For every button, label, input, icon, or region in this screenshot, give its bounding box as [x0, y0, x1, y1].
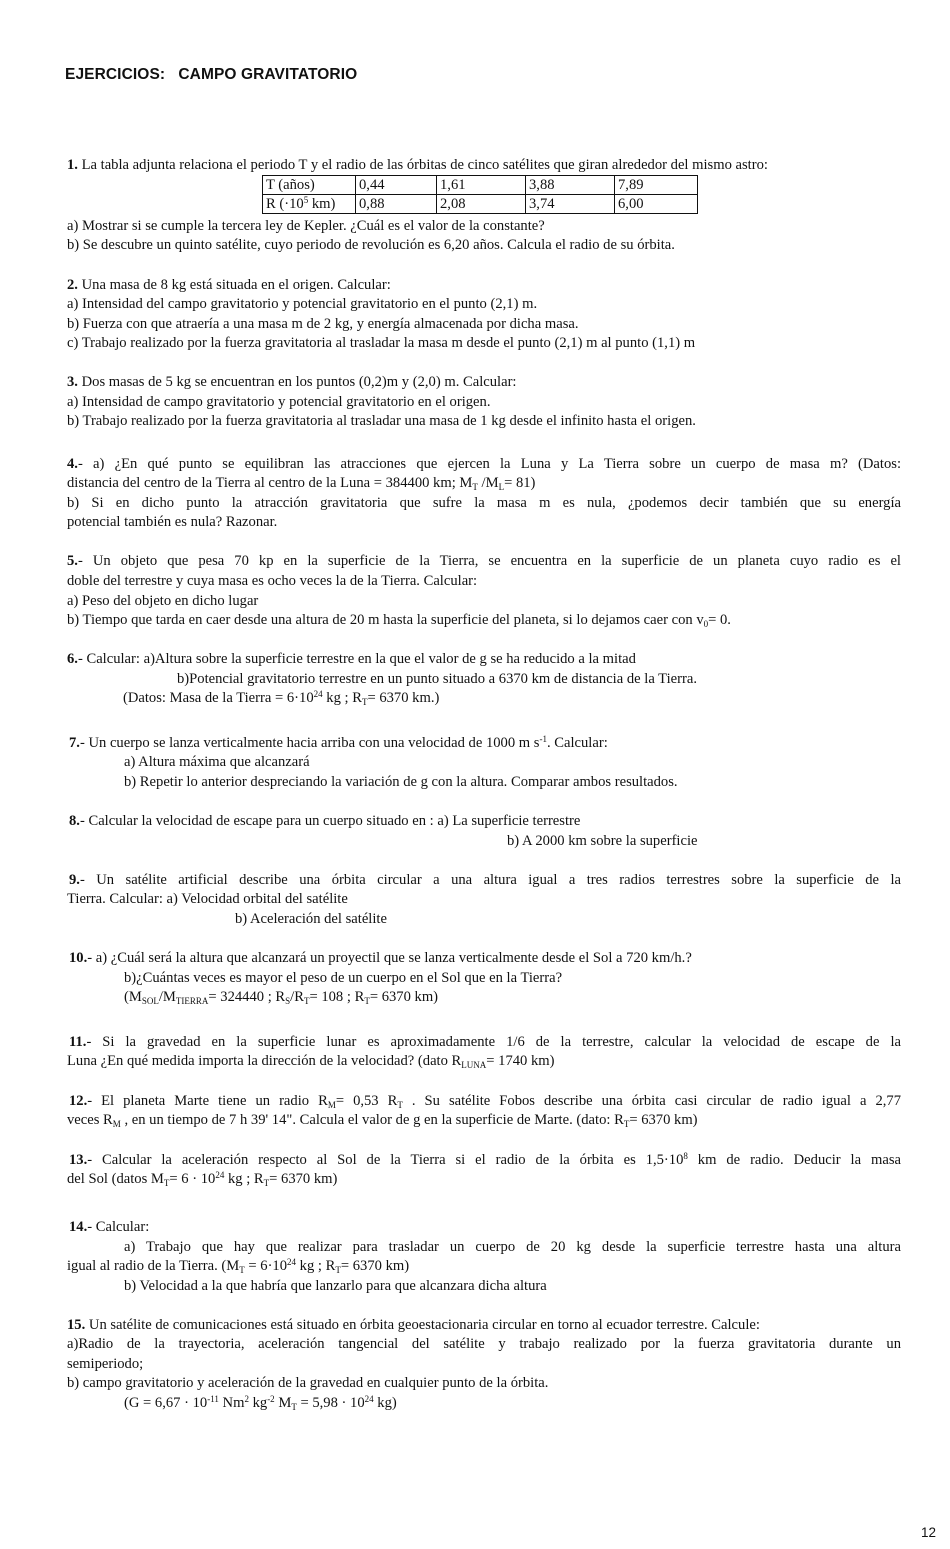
table-cell: 1,61 [437, 176, 526, 195]
exercise-15-part-b: b) campo gravitatorio y aceleración de la gravedad en cualquier punto de la órbita. [67, 1375, 549, 1391]
exercise-15-statement: 15. Un satélite de comunicaciones está situado en órbita geoestacionaria circular en torno al ecuador terrestre. Calcule: [67, 1317, 760, 1333]
table-cell: 3,74 [526, 195, 615, 214]
kepler-data-table [262, 175, 698, 214]
exercise-9-part-b: b) Aceleración del satélite [235, 911, 387, 927]
table-cell: 2,08 [437, 195, 526, 214]
exercise-5-part-a: a) Peso del objeto en dicho lugar [67, 593, 259, 609]
exercise-8-part-b: b) A 2000 km sobre la superficie [507, 833, 698, 849]
exercise-1-part-a: a) Mostrar si se cumple la tercera ley de Kepler. ¿Cuál es el valor de la constante? [67, 218, 545, 234]
exercise-14-part-b: b) Velocidad a la que habría que lanzarlo para que alcanzara dicha altura [124, 1278, 547, 1294]
exercise-4-part-b-cont: potencial también es nula? Razonar. [67, 514, 278, 530]
table-row [263, 195, 698, 214]
exercise-12-statement: 12.- El planeta Marte tiene un radio $R_M= 0,53$ $R_T$ . Su satélite Fobos describe una órbita casi circular de radio igual a 2,77 [69, 1093, 902, 1110]
table-row [263, 176, 698, 195]
exercise-15-data: ($G = 6,67 \cdot 10^{-11}$ Nm$^2$ $kg^{-2}$ $M_T = 5,98 \cdot 10^{24}$ kg) [124, 1394, 397, 1412]
exercise-14-part-a: a) Trabajo que hay que realizar para trasladar un cuerpo de 20 kg desde la superficie terrestre hasta una altura [124, 1239, 901, 1255]
exercise-4-part-b: b) Si en dicho punto la atracción gravitatoria que sufre la masa m es nula, ¿podemos decir también que su energía [67, 495, 901, 511]
exercise-1-statement: 1. La tabla adjunta relaciona el periodo T y el radio de las órbitas de cinco satélites que giran alrededor del mismo astro: [67, 157, 768, 173]
exercise-8-part-a: 8.- Calcular la velocidad de escape para un cuerpo situado en : a) La superficie terrestre [69, 813, 581, 829]
table-cell: 0,44 [356, 176, 437, 195]
table-cell: 7,89 [615, 176, 698, 195]
exercise-1-part-b: b) Se descubre un quinto satélite, cuyo periodo de revolución es 6,20 años. Calcula el radio de su órbita. [67, 237, 675, 253]
exercise-14-statement: 14.- Calcular: [69, 1219, 150, 1235]
exercise-6-part-a: 6.- Calcular: a)Altura sobre la superficie terrestre en la que el valor de g se ha reducido a la mitad [67, 651, 636, 667]
exercise-4-statement: 4.- a) ¿En qué punto se equilibran las atracciones que ejercen la Luna y La Tierra sobre un cuerpo de masa m? (Datos: [67, 456, 901, 472]
exercise-7-part-a: a) Altura máxima que alcanzará [124, 754, 310, 770]
exercise-5-statement: 5.- Un objeto que pesa 70 kp en la superficie de la Tierra, se encuentra en la superficie de un planeta cuyo radio es el [67, 553, 901, 569]
exercise-12-statement-cont: veces $R_M$ , en un tiempo de 7 h 39' 14". Calcula el valor de g en la superficie de Marte. (dato: $R_T= 6370$ km) [67, 1112, 698, 1129]
exercise-6-part-b: b)Potencial gravitatorio terrestre en un punto situado a 6370 km de distancia de la Tierra. [177, 671, 697, 687]
exercise-10-part-a: 10.- a) ¿Cuál será la altura que alcanzará un proyectil que se lanza verticalmente desde el Sol a 720 km/h.? [69, 950, 692, 966]
exercise-14-part-a-cont: igual al radio de la Tierra. ($M_T = 6\cdot 10^{24}$ kg ; $R_T= 6370$ km) [67, 1257, 410, 1275]
exercise-13-statement: 13.- Calcular la aceleración respecto al Sol de la Tierra si el radio de la órbita es $1,5\cdot 10^8$ km de radio. Deducir la masa [69, 1151, 901, 1168]
page-title: EJERCICIOS: CAMPO GRAVITATORIO [65, 66, 358, 83]
exercise-3-statement: 3. Dos masas de 5 kg se encuentran en los puntos (0,2)m y (2,0) m. Calcular: [67, 374, 517, 390]
exercise-5-part-b: b) Tiempo que tarda en caer desde una altura de 20 m hasta la superficie del planeta, si lo dejamos caer con $v_0= 0$. [67, 612, 731, 629]
exercise-10-data: ($M_{SOL}/M_{TIERRA}= 324440$ ; $R_S/R_T= 108$ ; $R_T= 6370$ km) [124, 989, 439, 1006]
exercise-9-part-a: Tierra. Calcular: a) Velocidad orbital del satélite [67, 891, 348, 907]
exercise-7-statement: 7.- Un cuerpo se lanza verticalmente hacia arriba con una velocidad de 1000 m $s^{-1}$. Calcular: [69, 734, 608, 751]
exercise-2-part-b: b) Fuerza con que atraería a una masa m de 2 kg, y energía almacenada por dicha masa. [67, 316, 579, 332]
exercise-7-part-b: b) Repetir lo anterior despreciando la variación de g con la altura. Comparar ambos resultados. [124, 774, 678, 790]
exercise-3-part-b: b) Trabajo realizado por la fuerza gravitatoria al trasladar una masa de 1 kg desde el infinito hasta el origen. [67, 413, 696, 429]
exercise-9-statement: 9.- Un satélite artificial describe una órbita circular a una altura igual a tres radios terrestres sobre la superficie de la [69, 872, 901, 888]
exercise-2-part-c: c) Trabajo realizado por la fuerza gravitatoria al trasladar la masa m desde el punto (2,1) m al punto (1,1) m [67, 335, 696, 351]
table-cell: 6,00 [615, 195, 698, 214]
page-number: 12 [921, 1525, 937, 1540]
exercise-11-statement: 11.- Si la gravedad en la superficie lunar es aproximadamente 1/6 de la terrestre, calcular la velocidad de escape de la [69, 1034, 901, 1050]
exercise-10-part-b: b)¿Cuántas veces es mayor el peso de un cuerpo en el Sol que en la Tierra? [124, 970, 563, 986]
exercise-15-part-a-cont: semiperiodo; [67, 1356, 144, 1372]
exercise-11-statement-cont: Luna ¿En qué medida importa la dirección de la velocidad? (dato $R_{LUNA}= 1740$ km) [67, 1053, 555, 1070]
exercise-13-data: del Sol (datos $M_T= 6 \cdot 10^{24}$ kg ; $R_T= 6370$ km) [67, 1170, 338, 1188]
exercise-6-data: (Datos: Masa de la Tierra = $6\cdot 10^{24}$ kg ; $R_T= 6370$ km.) [123, 689, 440, 707]
exercise-2-statement: 2. Una masa de 8 kg está situada en el origen. Calcular: [67, 277, 391, 293]
exercise-number: 1. [67, 157, 78, 173]
exercise-3-part-a: a) Intensidad de campo gravitatorio y potencial gravitatorio en el origen. [67, 394, 491, 410]
table-cell: T (años) [263, 176, 356, 195]
table-cell: R ($\cdot 10^5$ km) [263, 195, 356, 214]
exercise-5-statement-cont: doble del terrestre y cuya masa es ocho veces la de la Tierra. Calcular: [67, 573, 478, 589]
exercise-15-part-a: a)Radio de la trayectoria, aceleración tangencial del satélite y trabajo realizado por la fuerza gravitatoria durante un [67, 1336, 901, 1352]
table-cell: 0,88 [356, 195, 437, 214]
exercise-2-part-a: a) Intensidad del campo gravitatorio y potencial gravitatorio en el punto (2,1) m. [67, 296, 538, 312]
exercise-4-data: distancia del centro de la Tierra al centro de la Luna = 384400 km; $M_T$ $/M_L= 81$) [67, 475, 536, 492]
table-cell: 3,88 [526, 176, 615, 195]
